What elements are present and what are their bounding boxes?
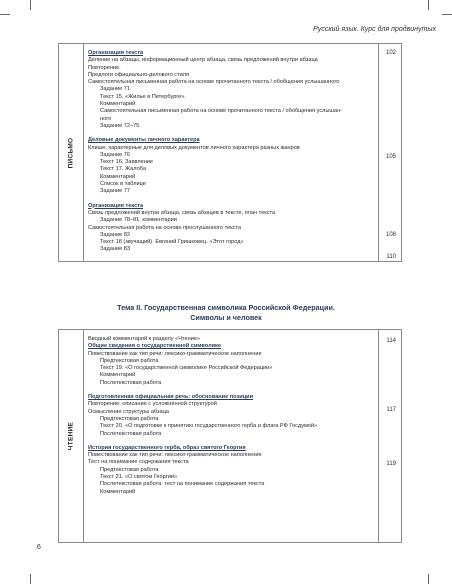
content-line: Задание 78–81, комментарии (100, 217, 177, 224)
content-line: Самостоятельная письменная работа на основе прочитанного текста / обобщения услышан- (100, 108, 342, 115)
content-line: ного (100, 115, 112, 122)
section-content (88, 50, 375, 254)
content-line: Задание 71 (100, 86, 130, 93)
content-line: Задание 83 (100, 246, 130, 253)
content-line: Текст 15. «Жилье в Петербурге». (100, 93, 187, 100)
content-line: Самостоятельная работа на основе прослушанного текста (88, 224, 242, 231)
section-label-cell (59, 44, 84, 261)
topic-title-line: Символы и человек (190, 313, 262, 322)
content-line: Послетекстовая работа (100, 379, 162, 386)
heading-line: Деловые документы личного характера (88, 137, 200, 144)
content-line: Комментарий (100, 488, 136, 495)
content-line: Повествование как тип речи: лексико-грамматическое наполнение (88, 350, 262, 357)
content-line: Текст 16. Заявление (100, 159, 154, 166)
content-line: Деление на абзацы, информационный центр абзаца, связь предложений внутри абзаца (88, 57, 318, 64)
section-content (88, 336, 375, 496)
page-number: 6 (37, 544, 41, 551)
content-line: Повествование как тип речи: лексико-грамматическое наполнение (88, 452, 262, 459)
page-ref-column (378, 44, 401, 261)
content-line: Клише, характерные для деловых документов личного характера разных жанров (88, 144, 300, 151)
page-ref: 105 (385, 154, 396, 160)
heading-line: Организация текста (88, 202, 144, 209)
page-ref: 117 (386, 407, 396, 413)
crop-mark (0, 14, 10, 15)
page-ref: 102 (385, 50, 396, 56)
content-line: Комментарий (100, 173, 136, 180)
content-line: Текст 21. «О святом Георгии» (100, 474, 178, 481)
crop-mark (30, 574, 31, 584)
content-line: Вводный комментарий к разделу «Чтение» (88, 336, 201, 342)
content-line: Текст 19. «О государственной символике Российской Федерации» (100, 365, 273, 372)
content-line: Самостоятельная письменная работа на основе прочитанного текста / обобщения услышанного (88, 79, 340, 86)
content-line: Задание 77 (100, 188, 130, 195)
content-line: Задание 72–75 (100, 122, 140, 129)
content-line: Предтекстовая работа (100, 415, 159, 422)
content-line: Повторение: описание с усложнённой структурой (88, 401, 217, 408)
section-label: ПИСЬМО (67, 137, 75, 168)
crop-mark (428, 0, 429, 10)
heading-line: История государственного герба, образ святого Георгия (88, 444, 246, 451)
heading-line: Общие сведения о государственной символике (88, 343, 221, 350)
page-ref: 114 (386, 338, 396, 344)
page-ref: 119 (386, 461, 396, 467)
crop-mark (442, 14, 452, 15)
spacer (88, 130, 375, 137)
content-line: Осмысление структуры абзаца (88, 408, 170, 415)
content-line: Список в таблице (100, 181, 146, 188)
content-line: Предтекстовая работа (100, 466, 159, 473)
spacer (88, 438, 375, 445)
content-line: Связь предложений внутри абзаца, связь абзацев в тексте, план текста (88, 209, 276, 216)
content-line: Предлоги официально-делового стиля (88, 71, 190, 78)
content-line: Текст 18 (звучащий). Евгений Гришковец. «Этот город» (100, 239, 244, 246)
page-ref: 110 (386, 254, 396, 260)
content-line: Послетекстовая работа (100, 430, 162, 437)
crop-mark (30, 0, 31, 10)
content-line: Тест на понимание содержания текста (88, 459, 189, 466)
section-writing-table (58, 43, 402, 262)
content-line: Комментарий (100, 372, 136, 379)
page-ref: 108 (385, 232, 396, 238)
content-line: Задание 82 (100, 231, 130, 238)
topic-title-line: Тема II. Государственная символика Российской Федерации. (117, 303, 335, 312)
heading-line: Подготовленная официальная речь: обоснование позиции (88, 394, 254, 401)
content-line: Предтекстовая работа (100, 357, 159, 364)
content-line: Текст 20. «О подготовке к принятию государственного герба и флага РФ Госдумой» (100, 423, 318, 430)
content-line: Комментарий (100, 101, 136, 108)
content-line: Задание 76 (100, 151, 130, 158)
section-reading-table (58, 329, 402, 543)
section-label-cell (59, 330, 84, 542)
content-line: Послетекстовая работа: тест на понимание содержания текста (100, 481, 265, 488)
section-label: ЧТЕНИЕ (67, 421, 75, 451)
running-header: Русский язык. Курс для продвинутых (313, 26, 436, 33)
content-line: Текст 17. Жалоба (100, 166, 146, 173)
crop-mark (428, 574, 429, 584)
heading-line: Организация текста (88, 50, 144, 56)
spacer (88, 196, 375, 203)
page-ref-column (378, 330, 401, 542)
content-line: Повторение. (88, 64, 121, 71)
topic-title (0, 303, 452, 323)
